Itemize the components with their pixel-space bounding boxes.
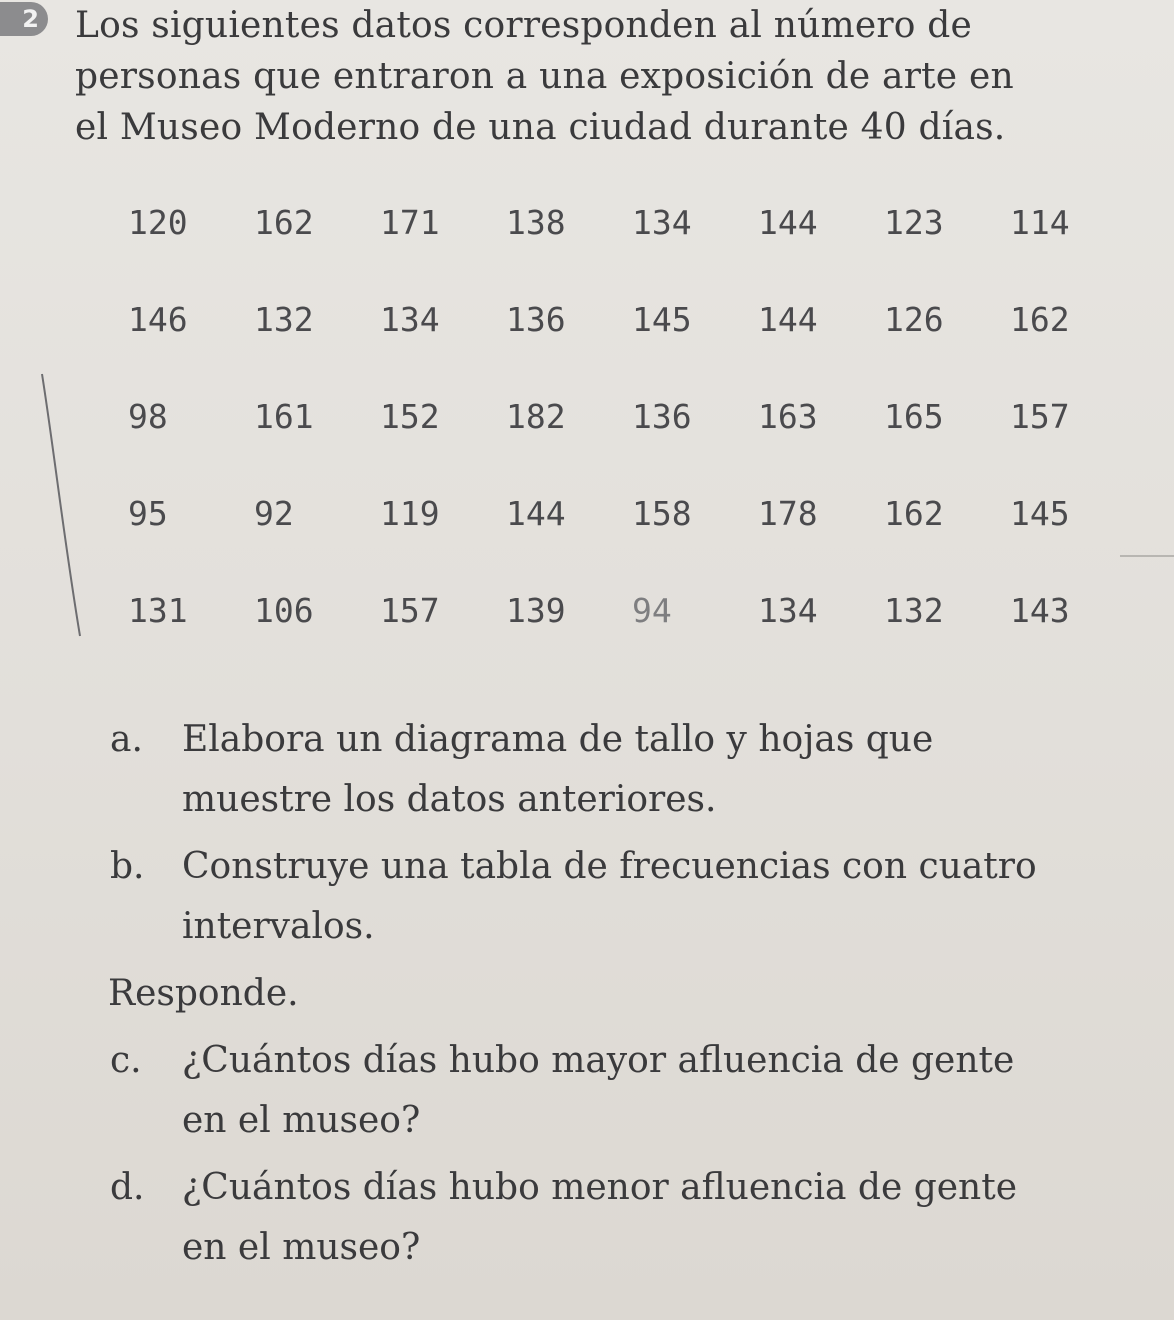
questions-list bbox=[110, 710, 1120, 1285]
question-text: muestre los datos anteriores. bbox=[182, 779, 717, 820]
data-value: 139 bbox=[506, 591, 566, 630]
question-a bbox=[110, 710, 1120, 830]
data-value: 120 bbox=[128, 203, 188, 242]
data-value: 138 bbox=[506, 203, 566, 242]
data-value: 165 bbox=[884, 397, 944, 436]
question-letter: b. bbox=[110, 846, 145, 887]
question-c bbox=[110, 1031, 1120, 1151]
data-value: 157 bbox=[380, 591, 440, 630]
data-value: 144 bbox=[758, 203, 818, 242]
data-value: 123 bbox=[884, 203, 944, 242]
question-text: Construye una tabla de frecuencias con cuatro bbox=[182, 846, 1037, 887]
data-value: 152 bbox=[380, 397, 440, 436]
responde-heading: Responde. bbox=[108, 973, 299, 1014]
data-value: 178 bbox=[758, 494, 818, 533]
data-value: 144 bbox=[758, 300, 818, 339]
data-value: 98 bbox=[128, 397, 168, 436]
page-edge-rule bbox=[1120, 555, 1174, 557]
data-value: 92 bbox=[254, 494, 294, 533]
data-value: 163 bbox=[758, 397, 818, 436]
data-value: 132 bbox=[884, 591, 944, 630]
data-value: 182 bbox=[506, 397, 566, 436]
data-value: 132 bbox=[254, 300, 314, 339]
data-value: 126 bbox=[884, 300, 944, 339]
question-letter: d. bbox=[110, 1167, 145, 1208]
data-value: 157 bbox=[1010, 397, 1070, 436]
data-value: 145 bbox=[632, 300, 692, 339]
data-value: 161 bbox=[254, 397, 314, 436]
statement-line: Los siguientes datos corresponden al número de bbox=[75, 5, 973, 46]
data-value: 162 bbox=[254, 203, 314, 242]
question-text: ¿Cuántos días hubo menor afluencia de gente bbox=[182, 1167, 1017, 1208]
data-row bbox=[110, 397, 1120, 494]
data-row bbox=[110, 300, 1120, 397]
data-value: 146 bbox=[128, 300, 188, 339]
question-letter: a. bbox=[110, 719, 143, 760]
exercise-number-badge: 2 bbox=[0, 2, 48, 36]
data-value: 144 bbox=[506, 494, 566, 533]
question-text: Elabora un diagrama de tallo y hojas que bbox=[182, 719, 934, 760]
data-row bbox=[110, 591, 1120, 688]
question-text: ¿Cuántos días hubo mayor afluencia de gente bbox=[182, 1040, 1015, 1081]
question-d bbox=[110, 1158, 1120, 1278]
question-text: en el museo? bbox=[182, 1227, 421, 1268]
data-value: 134 bbox=[758, 591, 818, 630]
data-value: 134 bbox=[380, 300, 440, 339]
data-value: 94 bbox=[632, 591, 672, 630]
pencil-margin-mark bbox=[40, 370, 84, 640]
question-text: intervalos. bbox=[182, 906, 375, 947]
data-value: 136 bbox=[632, 397, 692, 436]
data-value: 114 bbox=[1010, 203, 1070, 242]
data-values-grid bbox=[110, 203, 1120, 688]
data-row bbox=[110, 203, 1120, 300]
data-value: 131 bbox=[128, 591, 188, 630]
data-value: 162 bbox=[1010, 300, 1070, 339]
question-b bbox=[110, 837, 1120, 957]
exercise-statement bbox=[75, 0, 1105, 153]
data-value: 95 bbox=[128, 494, 168, 533]
data-value: 136 bbox=[506, 300, 566, 339]
data-value: 134 bbox=[632, 203, 692, 242]
data-value: 145 bbox=[1010, 494, 1070, 533]
statement-line: personas que entraron a una exposición de arte en bbox=[75, 56, 1014, 97]
data-row bbox=[110, 494, 1120, 591]
question-letter: c. bbox=[110, 1040, 142, 1081]
statement-line: el Museo Moderno de una ciudad durante 40 días. bbox=[75, 107, 1006, 148]
data-value: 158 bbox=[632, 494, 692, 533]
data-value: 162 bbox=[884, 494, 944, 533]
data-value: 119 bbox=[380, 494, 440, 533]
data-value: 143 bbox=[1010, 591, 1070, 630]
data-value: 171 bbox=[380, 203, 440, 242]
data-value: 106 bbox=[254, 591, 314, 630]
question-text: en el museo? bbox=[182, 1100, 421, 1141]
